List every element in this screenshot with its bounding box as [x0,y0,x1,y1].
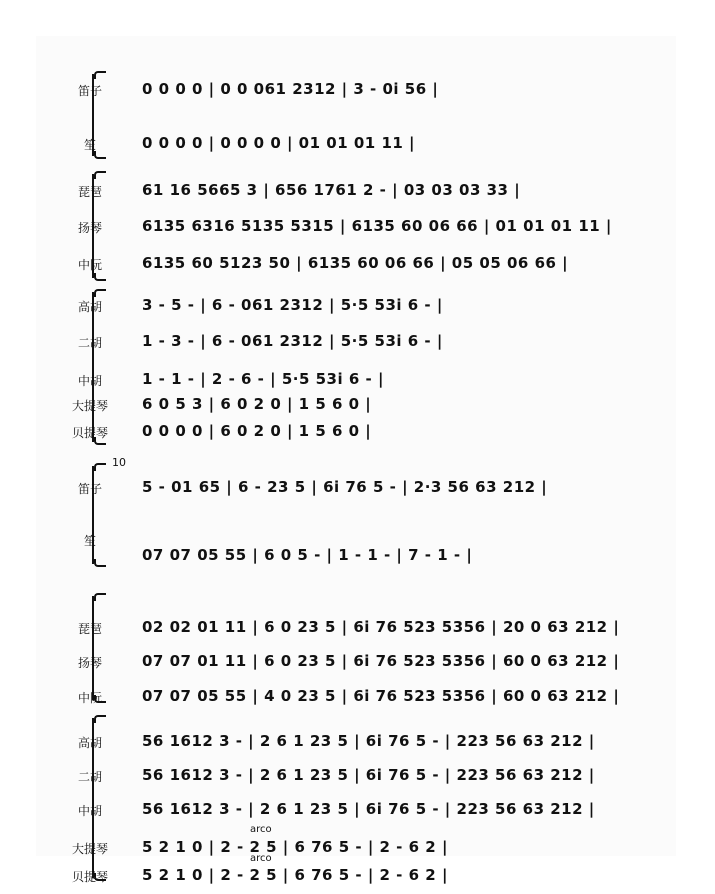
instrument-label: 笛子 [77,84,102,98]
instrument-label: 贝提琴 [71,426,108,440]
arco-marking: arco [250,824,272,835]
staff-row: 6135 60 5123 50 | 6135 60 06 66 | 05 05 06 66 | [142,254,569,272]
staff-row: 56 1612 3 - | 2 6 1 23 5 | 6i 76 5 - | 223 56 63 212 | [142,766,595,784]
instrument-label: 二胡 [77,770,102,784]
instrument-label: 琵琶 [77,622,102,636]
instrument-label: 大提琴 [71,399,108,413]
instrument-label: 高胡 [77,300,102,314]
staff-row: 5 2 1 0 | 2 - 2 5 | 6 76 5 - | 2 - 6 2 | [142,866,448,884]
staff-row: 5 - 01 65 | 6 - 23 5 | 6i 76 5 - | 2·3 56 63 212 | [142,478,548,496]
instrument-label: 二胡 [77,336,102,350]
staff-row: 3 - 5 - | 6 - 061 2312 | 5·5 53i 6 - | [142,296,443,314]
staff-row: 02 02 01 11 | 6 0 23 5 | 6i 76 523 5356 | 20 0 63 212 | [142,618,620,636]
staff-row: 07 07 05 55 | 4 0 23 5 | 6i 76 523 5356 | 60 0 63 212 | [142,687,620,705]
staff-row: 56 1612 3 - | 2 6 1 23 5 | 6i 76 5 - | 223 56 63 212 | [142,732,595,750]
score-page [36,36,676,884]
instrument-label: 中胡 [77,374,102,388]
staff-row: 1 - 3 - | 6 - 061 2312 | 5·5 53i 6 - | [142,332,443,350]
instrument-label: 大提琴 [71,842,108,856]
measure-number: 10 [112,456,126,469]
instrument-label: 笙 [83,138,96,152]
staff-row: 0 0 0 0 | 0 0 061 2312 | 3 - 0i 56 | [142,80,439,98]
staff-row: 0 0 0 0 | 6 0 2 0 | 1 5 6 0 | [142,422,372,440]
instrument-label: 笛子 [77,482,102,496]
staff-row: 56 1612 3 - | 2 6 1 23 5 | 6i 76 5 - | 223 56 63 212 | [142,800,595,818]
staff-row: 61 16 5665 3 | 656 1761 2 - | 03 03 03 33 | [142,181,521,199]
staff-row: 5 2 1 0 | 2 - 2 5 | 6 76 5 - | 2 - 6 2 | [142,838,448,856]
arco-marking: arco [250,853,272,864]
instrument-label: 琵琶 [77,185,102,199]
staff-row: 0 0 0 0 | 0 0 0 0 | 01 01 01 11 | [142,134,416,152]
instrument-label: 中阮 [77,691,102,705]
staff-row: 6135 6316 5135 5315 | 6135 60 06 66 | 01 01 01 11 | [142,217,612,235]
staff-row: 07 07 05 55 | 6 0 5 - | 1 - 1 - | 7 - 1 - | [142,546,473,564]
brace-plucked [92,596,100,700]
instrument-label: 笙 [83,534,96,548]
instrument-label: 中胡 [77,804,102,818]
instrument-label: 贝提琴 [71,870,108,884]
staff-row: 1 - 1 - | 2 - 6 - | 5·5 53i 6 - | [142,370,384,388]
staff-row: 6 0 5 3 | 6 0 2 0 | 1 5 6 0 | [142,395,372,413]
instrument-label: 扬琴 [77,656,102,670]
instrument-label: 扬琴 [77,221,102,235]
staff-row: 07 07 01 11 | 6 0 23 5 | 6i 76 523 5356 | 60 0 63 212 | [142,652,620,670]
instrument-label: 中阮 [77,258,102,272]
instrument-label: 高胡 [77,736,102,750]
